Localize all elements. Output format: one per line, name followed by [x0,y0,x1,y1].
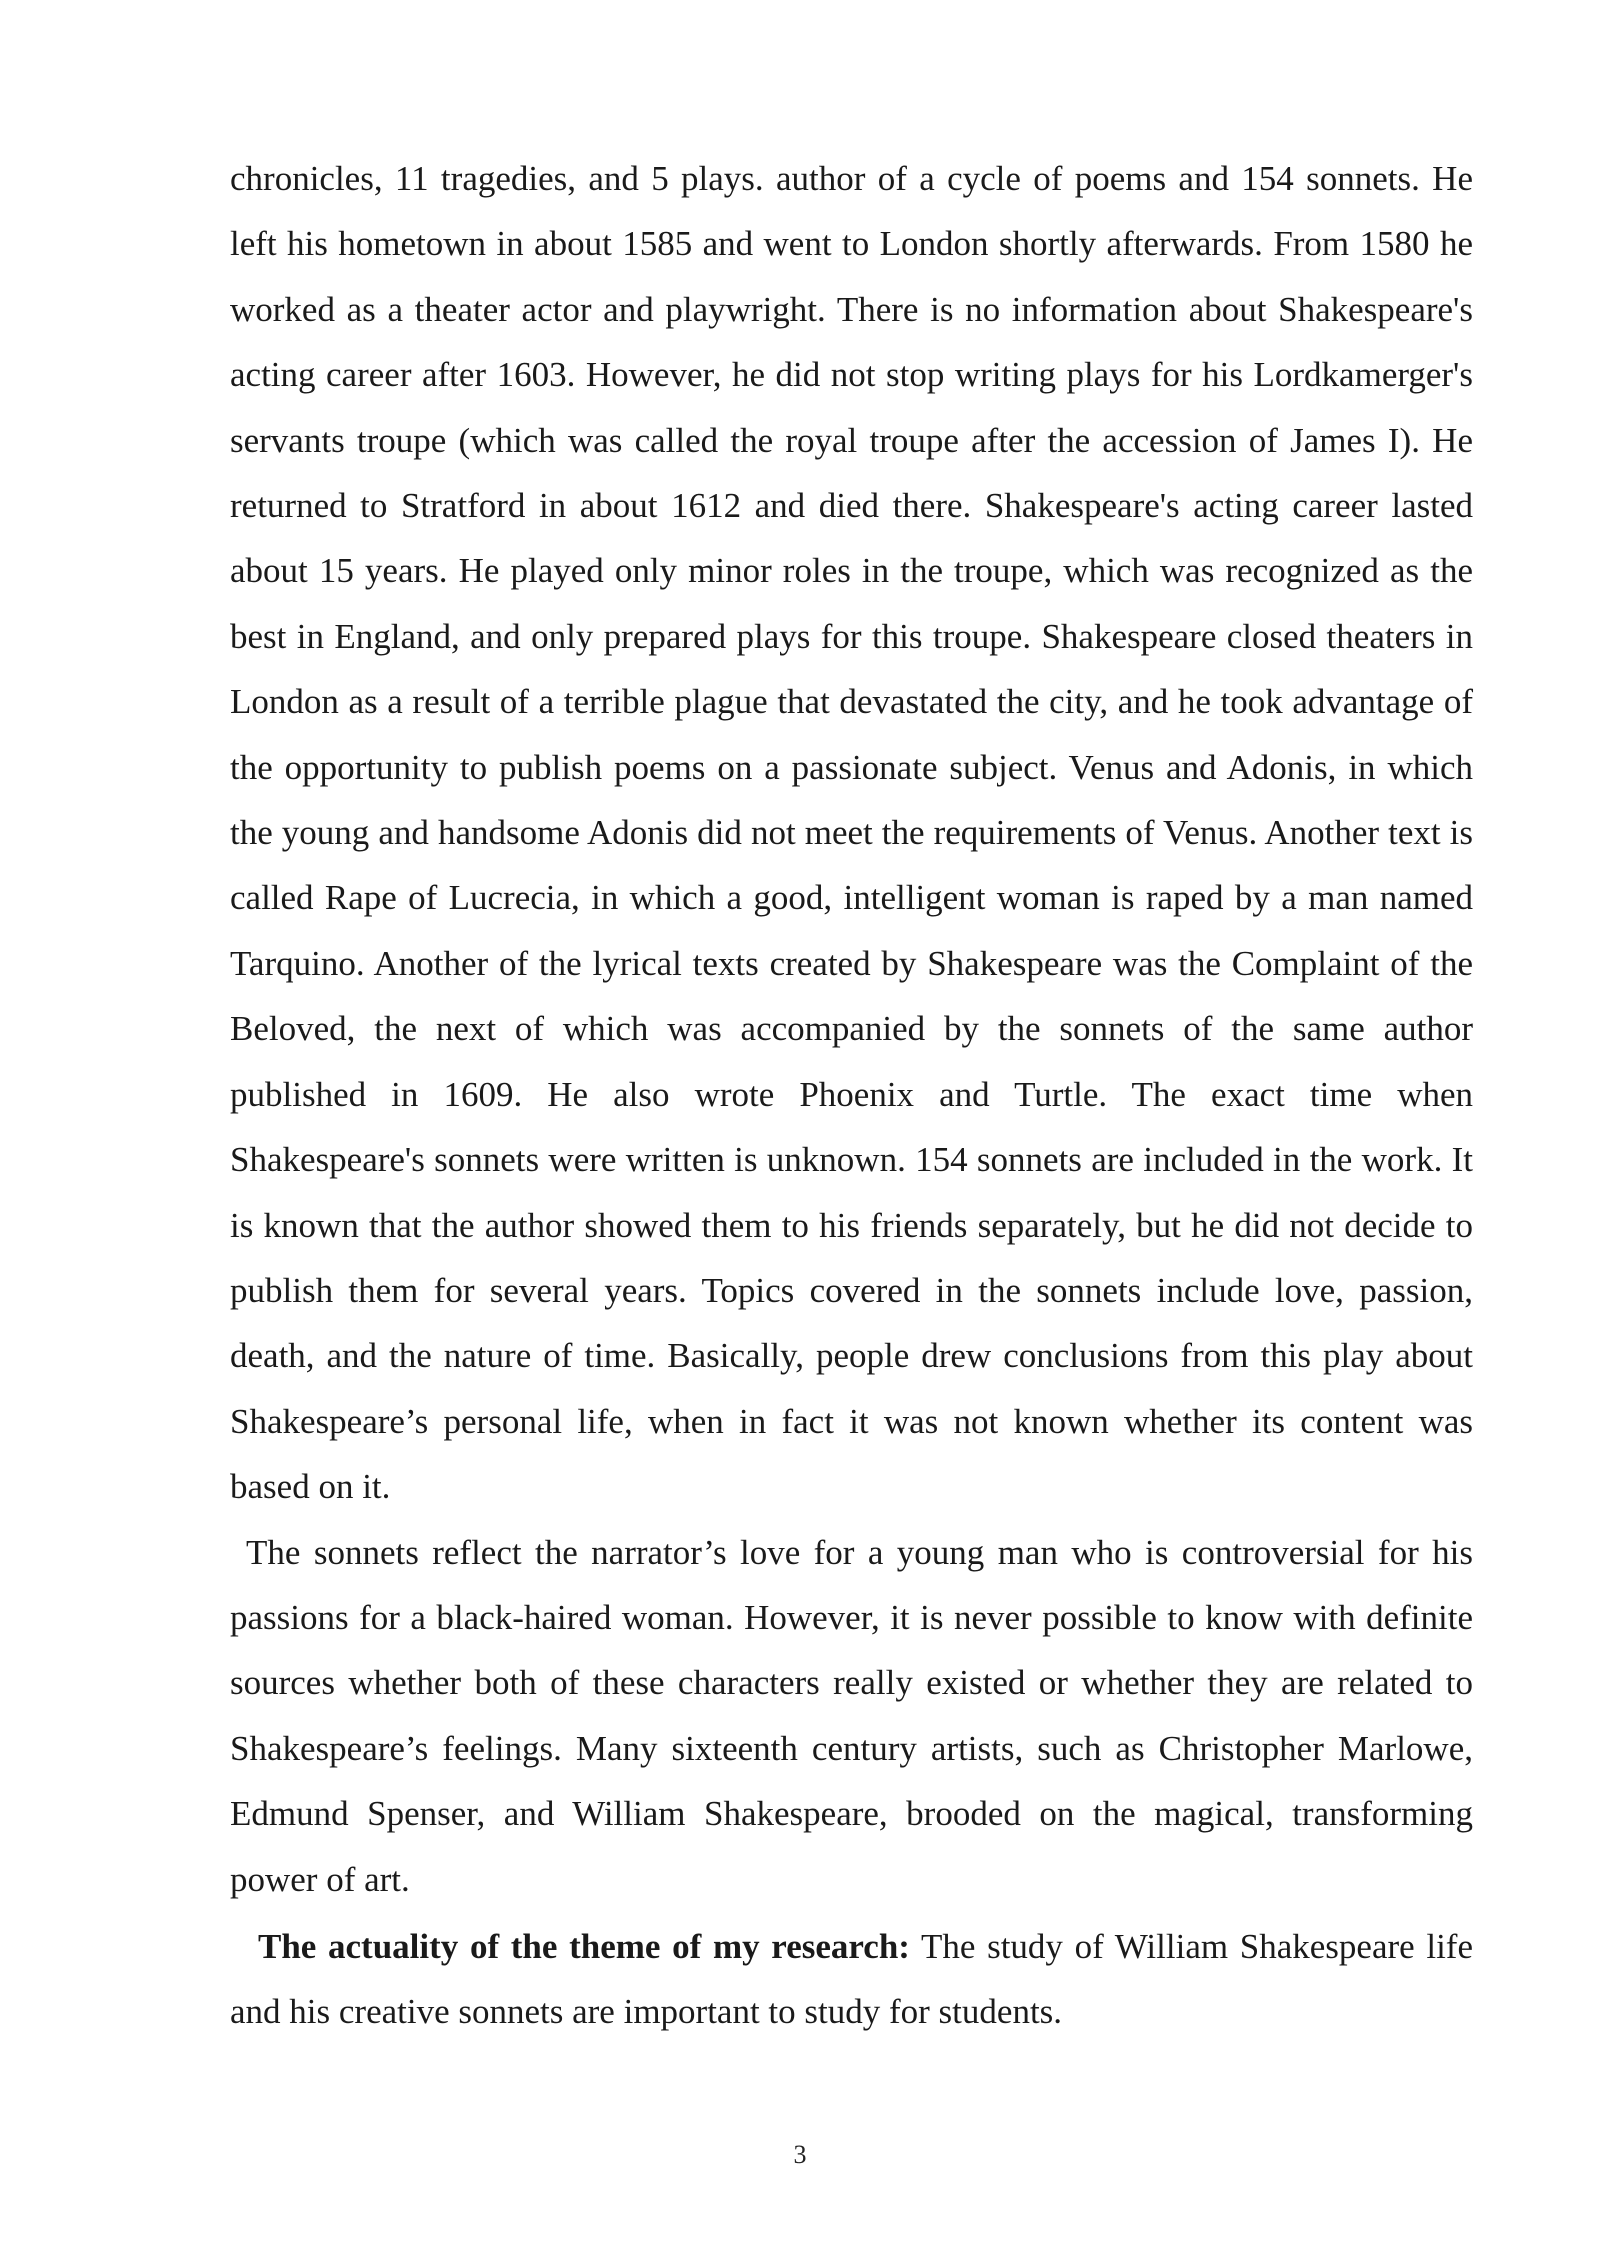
page-number: 3 [793,2140,807,2169]
research-actuality-heading: The actuality of the theme of my research: [258,1926,910,1966]
paragraph-research-actuality [230,1914,1473,2045]
paragraph-sonnets-themes: The sonnets reflect the narrator’s love for a young man who is controversial for his passions for a black-haired woman. However, it is never possible to know with definite sources whether both of these characters really existed or whether they are related to Shakespeare’s feelings. Many sixteenth century artists, such as Christopher Marlowe, Edmund Spenser, and William Shakespeare, brooded on the magical, transforming power of art. [230,1532,1473,1899]
paragraph-shakespeare-biography: chronicles, 11 tragedies, and 5 plays. author of a cycle of poems and 154 sonnets. He left his hometown in about 1585 and went to London shortly afterwards. From 1580 he worked as a theater actor and playwright. There is no information about Shakespeare's acting career after 1603. However, he did not stop writing plays for his Lordkamerger's servants troupe (which was called the royal troupe after the accession of James I). He returned to Stratford in about 1612 and died there. Shakespeare's acting career lasted about 15 years. He played only minor roles in the troupe, which was recognized as the best in England, and only prepared plays for this troupe. Shakespeare closed theaters in London as a result of a terrible plague that devastated the city, and he took advantage of the opportunity to publish poems on a passionate subject. Venus and Adonis, in which the young and handsome Adonis did not meet the requirements of Venus. Another text is called Rape of Lucrecia, in which a good, intelligent woman is raped by a man named Tarquino. Another of the lyrical texts created by Shakespeare was the Complaint of the Beloved, the next of which was accompanied by the sonnets of the same author published in 1609. He also wrote Phoenix and Turtle. The exact time when Shakespeare's sonnets were written is unknown. 154 sonnets are included in the work. It is known that the author showed them to his friends separately, but he did not decide to publish them for several years. Topics covered in the sonnets include love, passion, death, and the nature of time. Basically, people drew conclusions from this play about Shakespeare’s personal life, when in fact it was not known whether its content was based on it. [230,159,1473,1507]
research-actuality-text: The study of William Shakespeare life and his creative sonnets are important to study for students. [230,1926,1473,2032]
document-body [230,146,1473,2045]
